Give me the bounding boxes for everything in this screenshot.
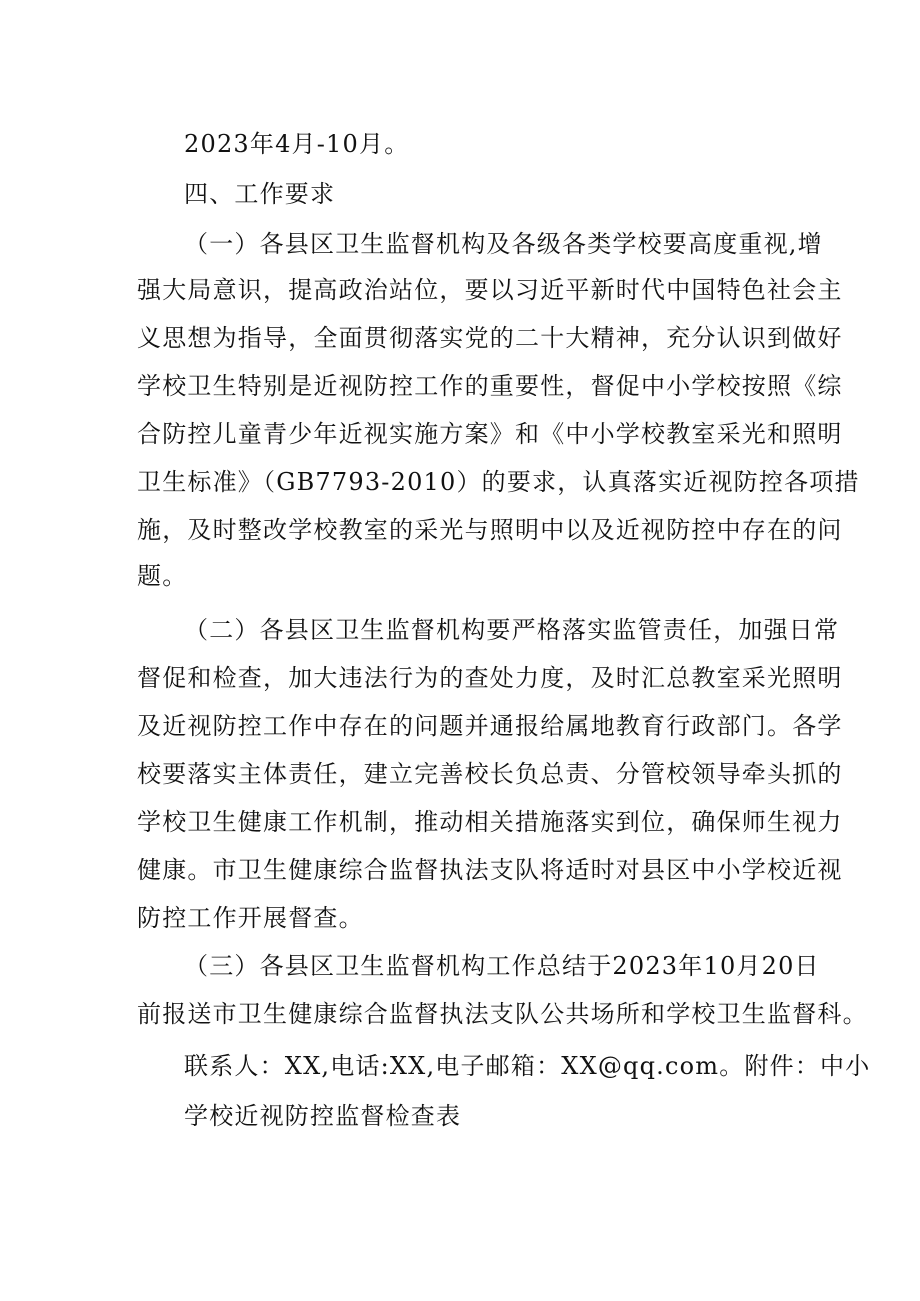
paragraph-1-line-7: 施，及时整改学校教室的采光与照明中以及近视防控中存在的问 <box>137 516 843 544</box>
contact-line: 联系人：XX,电话:XX,电子邮箱：XX@qq.com。附件：中小 <box>184 1052 871 1080</box>
paragraph-2-line-6: 健康。市卫生健康综合监督执法支队将适时对县区中小学校近视 <box>137 856 843 884</box>
paragraph-1-line-3: 义思想为指导，全面贯彻落实党的二十大精神，充分认识到做好 <box>137 324 843 352</box>
paragraph-2-line-4: 校要落实主体责任，建立完善校长负总责、分管校领导牵头抓的 <box>137 760 843 788</box>
paragraph-1-line-4: 学校卫生特别是近视防控工作的重要性，督促中小学校按照《综 <box>137 372 843 400</box>
paragraph-1-line-5: 合防控儿童青少年近视实施方案》和《中小学校教室采光和照明 <box>137 420 843 448</box>
paragraph-2-line-7: 防控工作开展督查。 <box>137 904 364 932</box>
section-heading-work-requirements: 四、工作要求 <box>184 180 336 208</box>
attachment-title-line: 学校近视防控监督检查表 <box>184 1102 462 1130</box>
paragraph-2-line-5: 学校卫生健康工作机制，推动相关措施落实到位，确保师生视力 <box>137 808 843 836</box>
paragraph-1-line-2: 强大局意识，提高政治站位，要以习近平新时代中国特色社会主 <box>137 276 843 304</box>
paragraph-2-line-1: （二）各县区卫生监督机构要严格落实监管责任，加强日常 <box>184 616 840 644</box>
paragraph-3-line-1: （三）各县区卫生监督机构工作总结于2023年10月20日 <box>184 952 820 980</box>
paragraph-2-line-3: 及近视防控工作中存在的问题并通报给属地教育行政部门。各学 <box>137 712 843 740</box>
paragraph-1-line-8: 题。 <box>137 562 188 590</box>
paragraph-2-line-2: 督促和检查，加大违法行为的查处力度，及时汇总教室采光照明 <box>137 664 843 692</box>
paragraph-1-line-1: （一）各县区卫生监督机构及各级各类学校要高度重视,增 <box>184 230 823 258</box>
date-range-line: 2023年4月-10月。 <box>184 130 410 158</box>
paragraph-1-line-6: 卫生标准》（GB7793-2010）的要求，认真落实近视防控各项措 <box>137 468 860 496</box>
paragraph-3-line-2: 前报送市卫生健康综合监督执法支队公共场所和学校卫生监督科。 <box>137 1000 868 1028</box>
